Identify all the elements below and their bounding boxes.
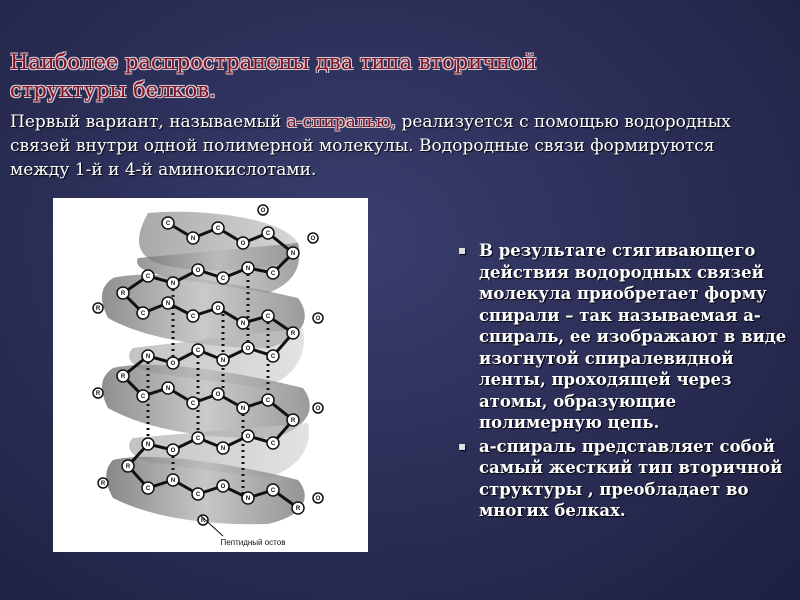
svg-text:O: O xyxy=(245,434,251,440)
svg-text:R: R xyxy=(290,418,296,424)
intro-paragraph xyxy=(10,110,770,182)
intro-highlight-term: а-спиралью, xyxy=(286,112,397,132)
svg-text:N: N xyxy=(220,358,226,364)
svg-text:C: C xyxy=(265,314,271,320)
svg-text:N: N xyxy=(145,442,151,448)
svg-text:R: R xyxy=(120,291,126,297)
svg-text:C: C xyxy=(165,221,171,227)
svg-text:C: C xyxy=(140,394,146,400)
svg-text:C: C xyxy=(145,274,151,280)
svg-text:C: C xyxy=(265,231,271,237)
bullet-icon: ▪ xyxy=(458,243,467,257)
svg-text:R: R xyxy=(295,506,301,512)
svg-text:O: O xyxy=(260,208,266,214)
svg-text:C: C xyxy=(265,398,271,404)
svg-text:O: O xyxy=(315,406,321,412)
svg-text:C: C xyxy=(195,348,201,354)
bullet-text: а-спираль представляет собой самый жесткий тип вторичной структуры , преобладает во многих белках. xyxy=(479,436,783,520)
bullet-text: В результате стягивающего действия водородных связей молекула приобретает форму спирали – так называемая а-спираль, ее изображают в виде изогнутой спиралевидной ленты, проходящей через атомы, образующие полимерную цепь. xyxy=(479,241,787,432)
svg-text:C: C xyxy=(270,441,276,447)
svg-text:N: N xyxy=(245,266,251,272)
svg-text:R: R xyxy=(95,306,101,312)
svg-text:C: C xyxy=(190,401,196,407)
slide-title: Наиболее распространены два типа вторичной структуры белков. xyxy=(10,50,537,102)
svg-text:O: O xyxy=(215,306,221,312)
svg-text:O: O xyxy=(245,346,251,352)
svg-text:C: C xyxy=(140,311,146,317)
bullet-item xyxy=(455,240,795,434)
svg-text:O: O xyxy=(315,316,321,322)
svg-text:O: O xyxy=(170,361,176,367)
figure-caption: Пептидный остов xyxy=(220,538,286,547)
svg-text:N: N xyxy=(245,496,251,502)
svg-text:C: C xyxy=(270,271,276,277)
bullet-item xyxy=(455,436,795,522)
svg-text:N: N xyxy=(170,281,176,287)
alpha-helix-diagram xyxy=(53,198,368,552)
svg-text:N: N xyxy=(220,446,226,452)
svg-text:N: N xyxy=(145,354,151,360)
svg-text:N: N xyxy=(240,406,246,412)
svg-text:N: N xyxy=(165,386,171,392)
svg-text:N: N xyxy=(240,321,246,327)
svg-text:R: R xyxy=(125,464,131,470)
alpha-helix-illustration xyxy=(53,198,368,552)
svg-text:R: R xyxy=(200,518,206,524)
svg-text:C: C xyxy=(190,314,196,320)
svg-text:O: O xyxy=(170,448,176,454)
bullet-list xyxy=(455,240,795,524)
intro-text-part1: Первый вариант, называемый xyxy=(10,112,287,132)
svg-text:N: N xyxy=(165,301,171,307)
svg-text:R: R xyxy=(290,331,296,337)
svg-text:O: O xyxy=(310,236,316,242)
svg-text:C: C xyxy=(145,486,151,492)
svg-text:O: O xyxy=(315,496,321,502)
bullet-icon: ▪ xyxy=(458,438,467,453)
svg-text:R: R xyxy=(120,374,126,380)
intro-text-part2: реализуется с помощью водородных связей внутри одной полимерной молекулы. Водородные связи формируются между 1-й и 4-й аминокислотами. xyxy=(10,112,731,180)
svg-text:O: O xyxy=(240,241,246,247)
svg-text:O: O xyxy=(220,484,226,490)
svg-text:C: C xyxy=(220,276,226,282)
svg-text:C: C xyxy=(195,436,201,442)
svg-text:R: R xyxy=(100,481,106,487)
svg-text:O: O xyxy=(195,268,201,274)
svg-text:N: N xyxy=(290,251,296,257)
svg-text:O: O xyxy=(215,392,221,398)
svg-text:C: C xyxy=(215,226,221,232)
svg-text:C: C xyxy=(270,354,276,360)
svg-text:R: R xyxy=(95,391,101,397)
svg-text:N: N xyxy=(170,478,176,484)
svg-text:N: N xyxy=(190,236,196,242)
svg-text:C: C xyxy=(195,492,201,498)
svg-text:C: C xyxy=(270,488,276,494)
